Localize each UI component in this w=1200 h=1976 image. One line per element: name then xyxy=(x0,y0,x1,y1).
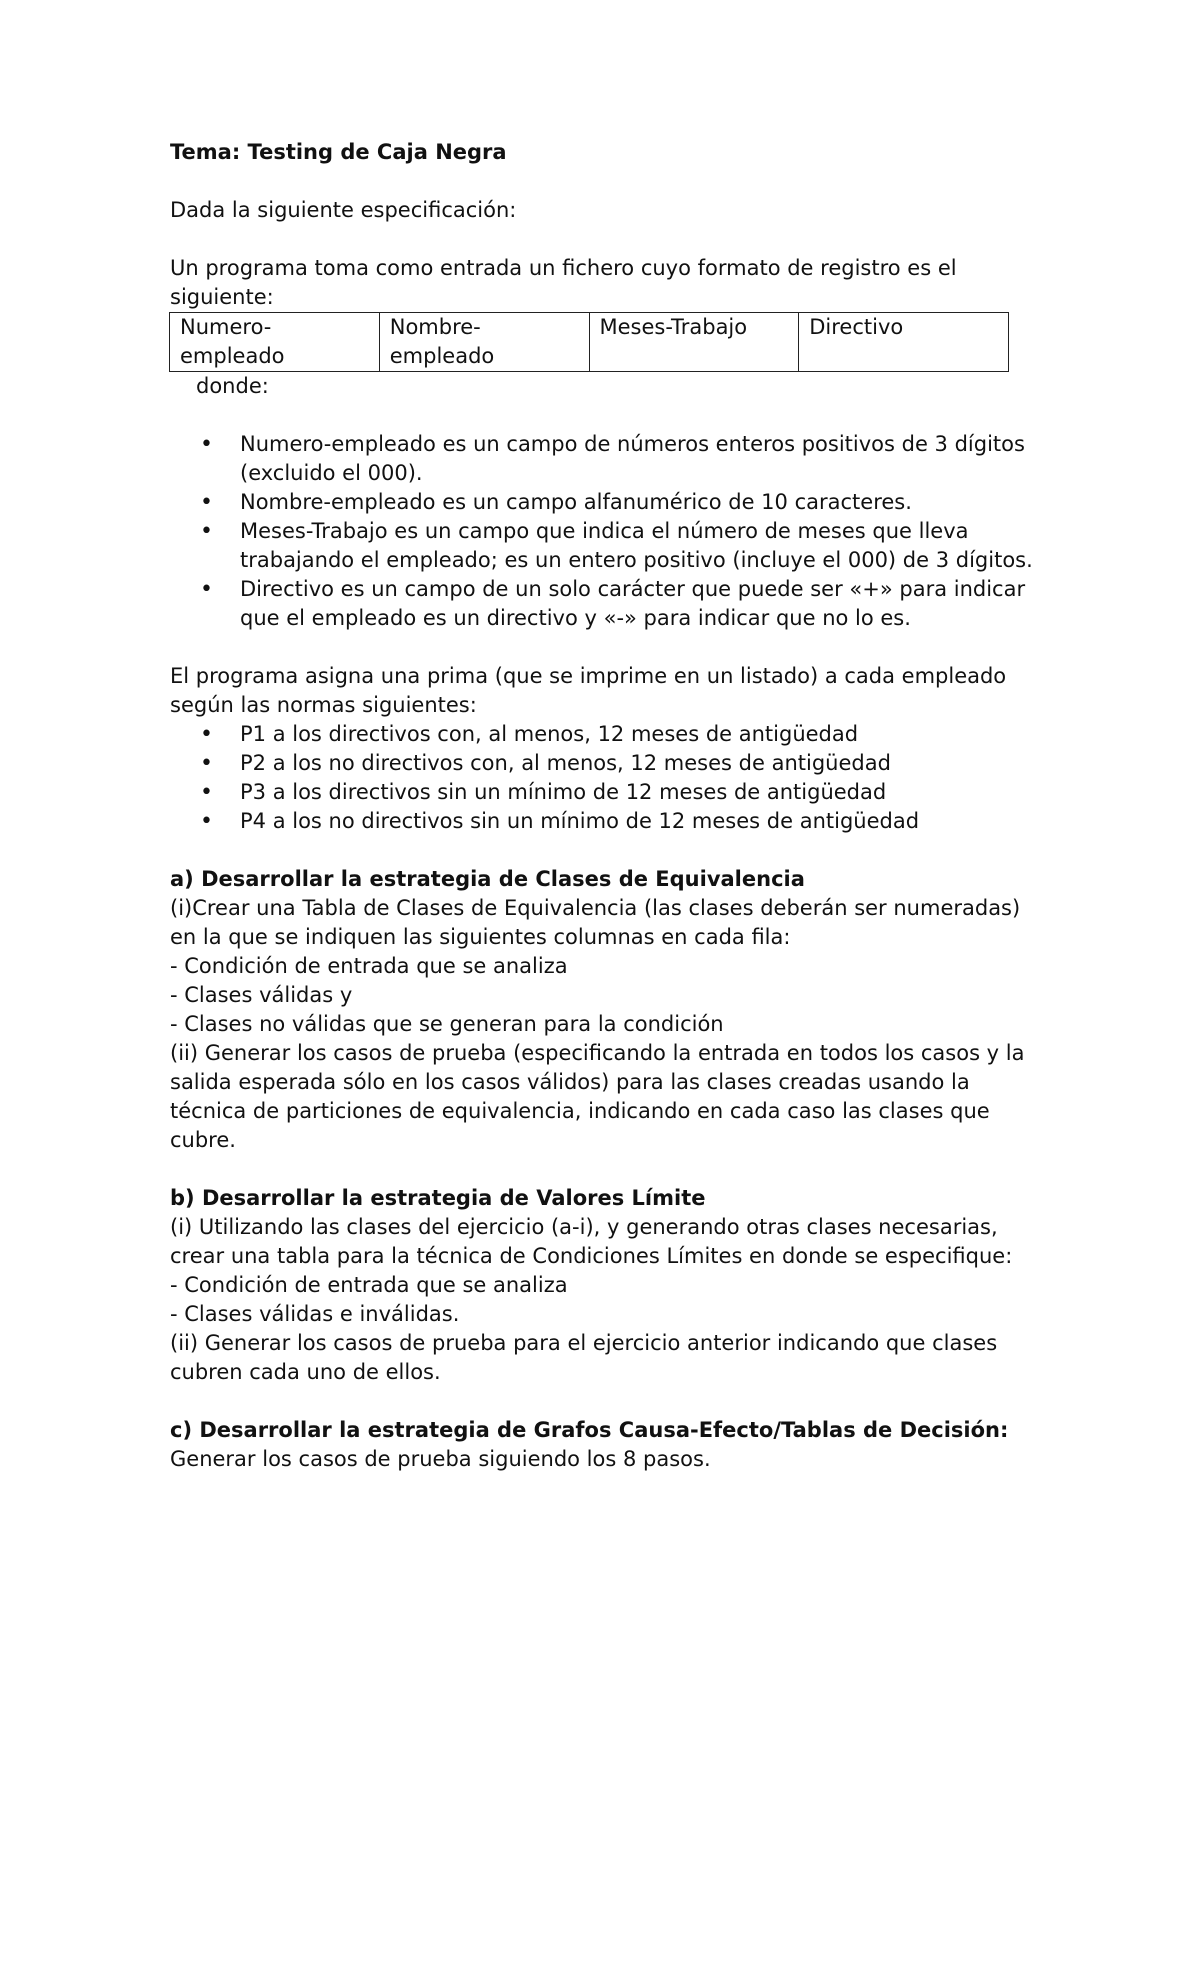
table-cell-numero-empleado: Numero-empleado xyxy=(170,313,380,372)
spacer xyxy=(170,1155,1050,1184)
section-b-line: (ii) Generar los casos de prueba para el ejercicio anterior indicando que clases cubren cada uno de ellos. xyxy=(170,1331,998,1384)
list-item: • P2 a los no directivos con, al menos, 12 meses de antigüedad xyxy=(170,749,1050,778)
list-item: • P1 a los directivos con, al menos, 12 meses de antigüedad xyxy=(170,720,1050,749)
list-item: • Directivo es un campo de un solo carácter que puede ser «+» para indicar que el empleado es un directivo y «-» para indicar que no lo es. xyxy=(170,575,1050,633)
spacer xyxy=(170,633,1050,662)
table-row xyxy=(170,313,1009,372)
program-description: Un programa toma como entrada un fichero cuyo formato de registro es el siguiente: xyxy=(170,256,957,309)
spacer xyxy=(170,836,1050,865)
document-title: Tema: Testing de Caja Negra xyxy=(170,140,507,164)
section-a-line: - Clases no válidas que se generan para la condición xyxy=(170,1012,724,1036)
section-b-line: - Clases válidas e inválidas. xyxy=(170,1302,460,1326)
list-item: • Nombre-empleado es un campo alfanumérico de 10 caracteres. xyxy=(170,488,1050,517)
list-item: • P3 a los directivos sin un mínimo de 12 meses de antigüedad xyxy=(170,778,1050,807)
section-a-line: (ii) Generar los casos de prueba (especificando la entrada en todos los casos y la salida esperada sólo en los casos válidos) para las clases creadas usando la técnica de particiones de equivalencia, indicando en cada caso las clases que cubre. xyxy=(170,1041,1025,1152)
section-a-heading: a) Desarrollar la estrategia de Clases de Equivalencia xyxy=(170,867,805,891)
spacer xyxy=(170,225,1050,254)
table-cell-meses-trabajo: Meses-Trabajo xyxy=(589,313,799,372)
section-a-line: - Clases válidas y xyxy=(170,983,353,1007)
table-cell-nombre-empleado: Nombre-empleado xyxy=(379,313,589,372)
list-item: • P4 a los no directivos sin un mínimo de 12 meses de antigüedad xyxy=(170,807,1050,836)
intro-text: Dada la siguiente especificación: xyxy=(170,198,517,222)
section-a-line: (i)Crear una Tabla de Clases de Equivalencia (las clases deberán ser numeradas) en la que se indiquen las siguientes columnas en cada fila: xyxy=(170,896,1021,949)
section-b-line: (i) Utilizando las clases del ejercicio (a-i), y generando otras clases necesarias, crear una tabla para la técnica de Condiciones Límites en donde se especifique: xyxy=(170,1215,1013,1268)
section-c-line: Generar los casos de prueba siguiendo los 8 pasos. xyxy=(170,1447,711,1471)
field-rules-list xyxy=(170,430,1050,633)
record-format-table xyxy=(169,312,1009,372)
spacer xyxy=(170,401,1050,430)
document-page xyxy=(170,138,1050,1474)
spacer xyxy=(170,167,1050,196)
table-cell-directivo: Directivo xyxy=(799,313,1009,372)
bonus-rules-list xyxy=(170,720,1050,836)
section-a-line: - Condición de entrada que se analiza xyxy=(170,954,568,978)
section-b-heading: b) Desarrollar la estrategia de Valores Límite xyxy=(170,1186,706,1210)
bonus-intro: El programa asigna una prima (que se imprime en un listado) a cada empleado según las normas siguientes: xyxy=(170,664,1007,717)
list-item: • Meses-Trabajo es un campo que indica el número de meses que lleva trabajando el empleado; es un entero positivo (incluye el 000) de 3 dígitos. xyxy=(170,517,1050,575)
where-label: donde: xyxy=(196,374,269,398)
section-c-heading: c) Desarrollar la estrategia de Grafos Causa-Efecto/Tablas de Decisión: xyxy=(170,1418,1009,1442)
list-item: • Numero-empleado es un campo de números enteros positivos de 3 dígitos (excluido el 000). xyxy=(170,430,1050,488)
section-b-line: - Condición de entrada que se analiza xyxy=(170,1273,568,1297)
spacer xyxy=(170,1387,1050,1416)
